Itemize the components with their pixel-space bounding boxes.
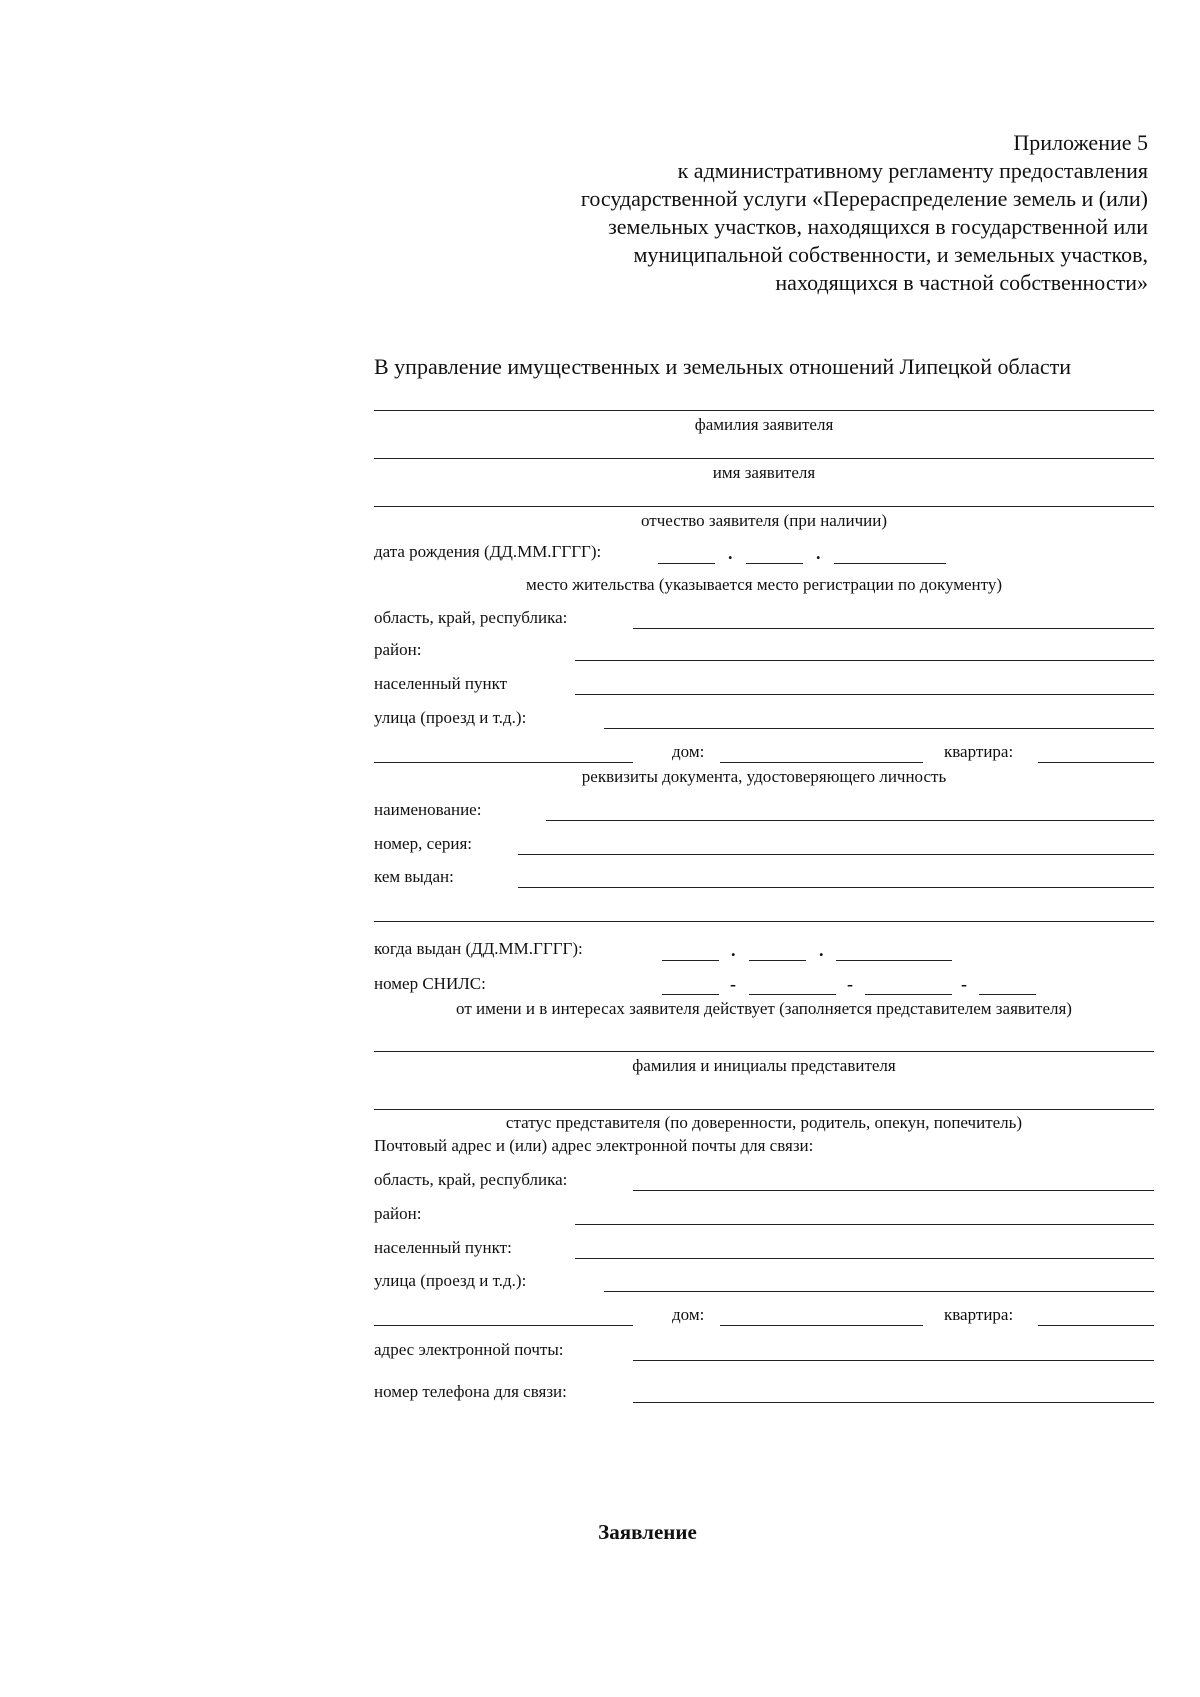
- contact-region-field[interactable]: [633, 1190, 1154, 1191]
- birth-date-separator: .: [816, 543, 821, 563]
- birth-date-separator: .: [728, 543, 733, 563]
- patronymic-field[interactable]: [374, 506, 1154, 507]
- surname-field[interactable]: [374, 410, 1154, 411]
- representative-caption: от имени и в интересах заявителя действует (заполняется представителем заявителя): [456, 999, 1072, 1018]
- birth-month-field[interactable]: [746, 563, 803, 564]
- residence-street-continuation-field[interactable]: [374, 762, 633, 763]
- representative-name-caption: фамилия и инициалы представителя: [632, 1056, 896, 1075]
- phone-label: номер телефона для связи:: [374, 1382, 567, 1401]
- residence-street-label: улица (проезд и т.д.):: [374, 708, 527, 727]
- snils-part-4-field[interactable]: [979, 994, 1036, 995]
- residence-street-field[interactable]: [604, 728, 1154, 729]
- email-label: адрес электронной почты:: [374, 1340, 564, 1359]
- residence-house-label: дом:: [672, 742, 705, 761]
- appendix-line-2: к административному регламенту предоставления: [677, 158, 1148, 183]
- contact-street-field[interactable]: [604, 1291, 1154, 1292]
- snils-part-1-field[interactable]: [662, 994, 719, 995]
- contact-apartment-label: квартира:: [944, 1305, 1014, 1324]
- contact-house-field[interactable]: [720, 1325, 923, 1326]
- appendix-line-5: муниципальной собственности, и земельных участков,: [633, 242, 1148, 267]
- snils-separator: -: [961, 974, 967, 994]
- doc-issue-year-field[interactable]: [836, 960, 952, 961]
- doc-issue-date-separator: .: [819, 940, 824, 960]
- snils-separator: -: [730, 974, 736, 994]
- phone-field[interactable]: [633, 1402, 1154, 1403]
- doc-name-field[interactable]: [546, 820, 1154, 821]
- residence-locality-label: населенный пункт: [374, 674, 508, 693]
- name-field[interactable]: [374, 458, 1154, 459]
- doc-issue-day-field[interactable]: [662, 960, 719, 961]
- appendix-line-6: находящихся в частной собственности»: [775, 270, 1148, 295]
- residence-caption: место жительства (указывается место регистрации по документу): [525, 575, 1003, 594]
- residence-house-field[interactable]: [720, 762, 923, 763]
- appendix-line-4: земельных участков, находящихся в государственной или: [608, 214, 1148, 239]
- surname-caption: фамилия заявителя: [694, 415, 834, 434]
- contact-district-field[interactable]: [575, 1224, 1154, 1225]
- contact-apartment-field[interactable]: [1038, 1325, 1154, 1326]
- representative-name-field[interactable]: [374, 1051, 1154, 1052]
- doc-number-label: номер, серия:: [374, 834, 473, 853]
- doc-issuer-field[interactable]: [518, 887, 1154, 888]
- residence-region-label: область, край, республика:: [374, 608, 568, 627]
- identity-doc-caption: реквизиты документа, удостоверяющего личность: [581, 767, 947, 786]
- appendix-number: Приложение 5: [1013, 130, 1148, 155]
- residence-apartment-field[interactable]: [1038, 762, 1154, 763]
- snils-label: номер СНИЛС:: [374, 974, 486, 993]
- appendix-line-3: государственной услуги «Перераспределение земель и (или): [580, 186, 1148, 211]
- doc-issue-date-separator: .: [731, 940, 736, 960]
- residence-district-field[interactable]: [575, 660, 1154, 661]
- contact-street-continuation-field[interactable]: [374, 1325, 633, 1326]
- birth-date-label: дата рождения (ДД.ММ.ГГГГ):: [374, 542, 602, 561]
- doc-issuer-label: кем выдан:: [374, 867, 454, 886]
- patronymic-caption: отчество заявителя (при наличии): [641, 511, 887, 530]
- contact-region-label: область, край, республика:: [374, 1170, 568, 1189]
- snils-part-2-field[interactable]: [749, 994, 836, 995]
- contact-caption: Почтовый адрес и (или) адрес электронной почты для связи:: [374, 1136, 814, 1155]
- residence-district-label: район:: [374, 640, 422, 659]
- name-caption: имя заявителя: [712, 463, 816, 482]
- doc-name-label: наименование:: [374, 800, 482, 819]
- contact-locality-field[interactable]: [575, 1258, 1154, 1259]
- addressee: В управление имущественных и земельных отношений Липецкой области: [374, 354, 1072, 379]
- snils-separator: -: [847, 974, 853, 994]
- document-title: Заявление: [598, 1520, 697, 1544]
- doc-number-field[interactable]: [518, 854, 1154, 855]
- email-field[interactable]: [633, 1360, 1154, 1361]
- snils-part-3-field[interactable]: [865, 994, 952, 995]
- contact-district-label: район:: [374, 1204, 422, 1223]
- contact-street-label: улица (проезд и т.д.):: [374, 1271, 527, 1290]
- doc-issuer-continuation-field[interactable]: [374, 921, 1154, 922]
- representative-status-field[interactable]: [374, 1109, 1154, 1110]
- contact-house-label: дом:: [672, 1305, 705, 1324]
- birth-day-field[interactable]: [658, 563, 715, 564]
- representative-status-caption: статус представителя (по доверенности, родитель, опекун, попечитель): [505, 1113, 1023, 1132]
- birth-year-field[interactable]: [834, 563, 946, 564]
- doc-issue-date-label: когда выдан (ДД.ММ.ГГГГ):: [374, 939, 583, 958]
- residence-region-field[interactable]: [633, 628, 1154, 629]
- residence-apartment-label: квартира:: [944, 742, 1014, 761]
- contact-locality-label: населенный пункт:: [374, 1238, 512, 1257]
- residence-locality-field[interactable]: [575, 694, 1154, 695]
- doc-issue-month-field[interactable]: [749, 960, 806, 961]
